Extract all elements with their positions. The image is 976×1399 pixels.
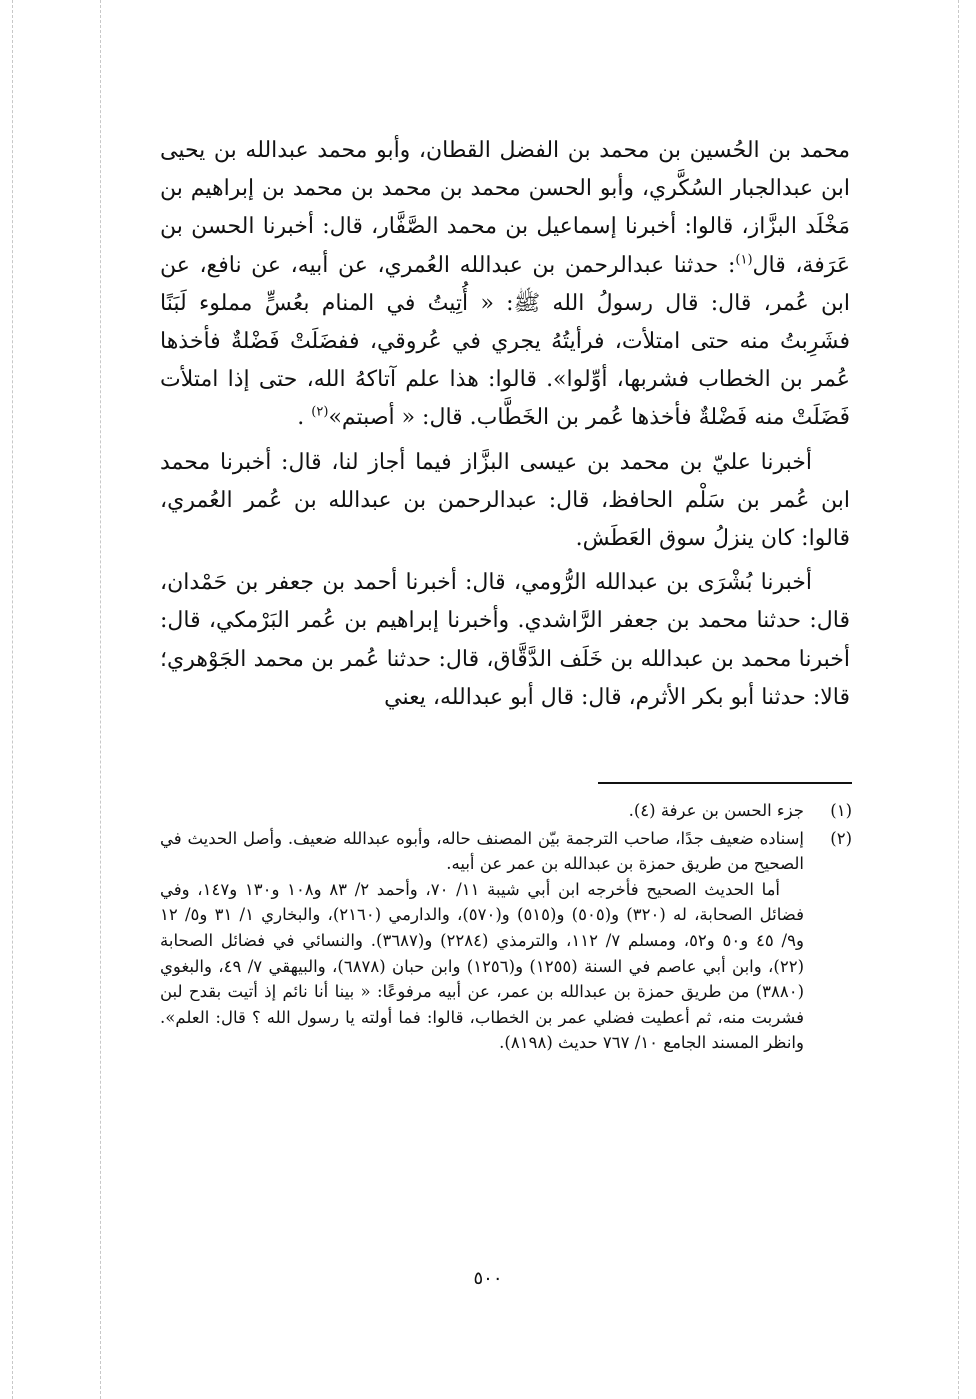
paragraph-1 — [160, 132, 850, 438]
footnote-number: (٢) — [830, 828, 852, 848]
footnote-2 — [160, 826, 852, 1056]
page-edge-right — [958, 0, 959, 1399]
page-edge-left-inner — [100, 0, 101, 1399]
paragraph-1-text: محمد بن الحُسين بن محمد بن الفضل القطان، وأبو محمد عبدالله بن يحيى ابن عبدالجبار السُكَّري، وأبو الحسن محمد بن محمد بن محمد بن إبراهيم بن مَخْلَد البزَّاز، قالوا: أخبرنا إسماعيل بن محمد الصَّفَّار، قال: أخبرنا الحسن بن عَرَفة، قال — [160, 138, 850, 278]
footnote-ref-2[interactable]: (٢) — [311, 405, 329, 421]
footnotes — [160, 798, 852, 1058]
page-number: ٥٠٠ — [473, 1268, 503, 1289]
footnote-number: (١) — [830, 801, 852, 820]
footnote-text: إسناده ضعيف جدًا، صاحب الترجمة بيّن المصنف حاله، وأبوه عبدالله ضعيف. وأصل الحديث في الصحيح من طريق حمزة بن عبدالله بن عمر عن أبيه. — [160, 828, 804, 874]
page-edge-left — [12, 0, 13, 1399]
paragraph-3: أخبرنا بُشْرَى بن عبدالله الرُّومي، قال: أخبرنا أحمد بن جعفر بن حَمْدان، قال: حدثنا محمد بن جعفر الرَّاشدي. وأخبرنا إبراهيم بن عُمر البَرْمكي، قال: أخبرنا محمد بن عبدالله بن خَلَف الدَّقَّاق، قال: حدثنا عُمر بن محمد الجَوْهري؛ قالا: حدثنا أبو بكر الأثرم، قال: قال أبو عبدالله، يعني — [160, 570, 850, 710]
footnote-1 — [160, 798, 852, 824]
footnote-separator — [598, 782, 852, 784]
paragraph-1-end: . — [297, 405, 312, 431]
footnote-text: جزء الحسن بن عرفة (٤). — [628, 801, 804, 820]
paragraph-2: أخبرنا عليّ بن محمد بن عيسى البزَّاز فيما أجاز لنا، قال: أخبرنا محمد ابن عُمر بن سَلْم الحافظ، قال: عبدالرحمن بن عبدالله بن عُمر العُمري، قالوا: كان ينزلُ سوق العَطَش. — [160, 449, 850, 552]
main-text — [160, 132, 850, 723]
footnote-text-cont: أما الحديث الصحيح فأخرجه ابن أبي شيبة ١١/ ٧٠، وأحمد ٢/ ٨٣ و١٠٨ و١٣٠ و١٤٧، وفي فضائل الصحابة، له (٣٢٠) و(٥٠٥) و(٥١٥) و(٥٧٠)، والدارمي (٢١٦٠)، والبخاري ١/ ٣١ و٥/ ١٢ و٩/ ٤٥ و٥٠ و٥٢، ومسلم ٧/ ١١٢، والترمذي (٢٢٨٤) و(٣٦٨٧). والنسائي في فضائل الصحابة (٢٢)، وابن أبي عاصم في السنة (١٢٥٥) و(١٢٥٦) وابن حبان (٦٨٧٨)، والبيهقي ٧/ ٤٩، والبغوي (٣٨٨٠) من طريق حمزة بن عبدالله بن عمر، عن أبيه مرفوعًا: « بينا أنا نائم إذ أتيت بقدح لبن فشربت منه، ثم أعطيت فضلي عمر بن الخطاب، قالوا: فما أولته يا رسول الله ؟ قال: العلم». وانظر المسند الجامع ١٠/ ٧٦٧ حديث (٨١٩٨). — [160, 879, 804, 1053]
footnote-ref-1[interactable]: (١) — [735, 252, 753, 268]
paragraph-1-text-cont: : حدثنا عبدالرحمن بن عبدالله العُمري، عن أبيه، عن نافع، عن ابن عُمر، قال: قال رسولُ الله ﷺ: « أُتِيتُ في المنام بعُسٍّ مملوء لَبَنًا فشَرِبتُ منه حتى امتلأت، فرأيتُهُ يجري في عُروقي، ففضَلَتْ فَضْلةٌ فأخذها عُمر بن الخطاب فشربها، أوِّلوا». قالوا: هذا علم آتاكهُ الله، حتى إذا امتلأت فَضَلَتْ منه فَضْلةٌ فأخذها عُمر بن الخَطَّاب. قال: « أصبتم» — [160, 252, 850, 431]
